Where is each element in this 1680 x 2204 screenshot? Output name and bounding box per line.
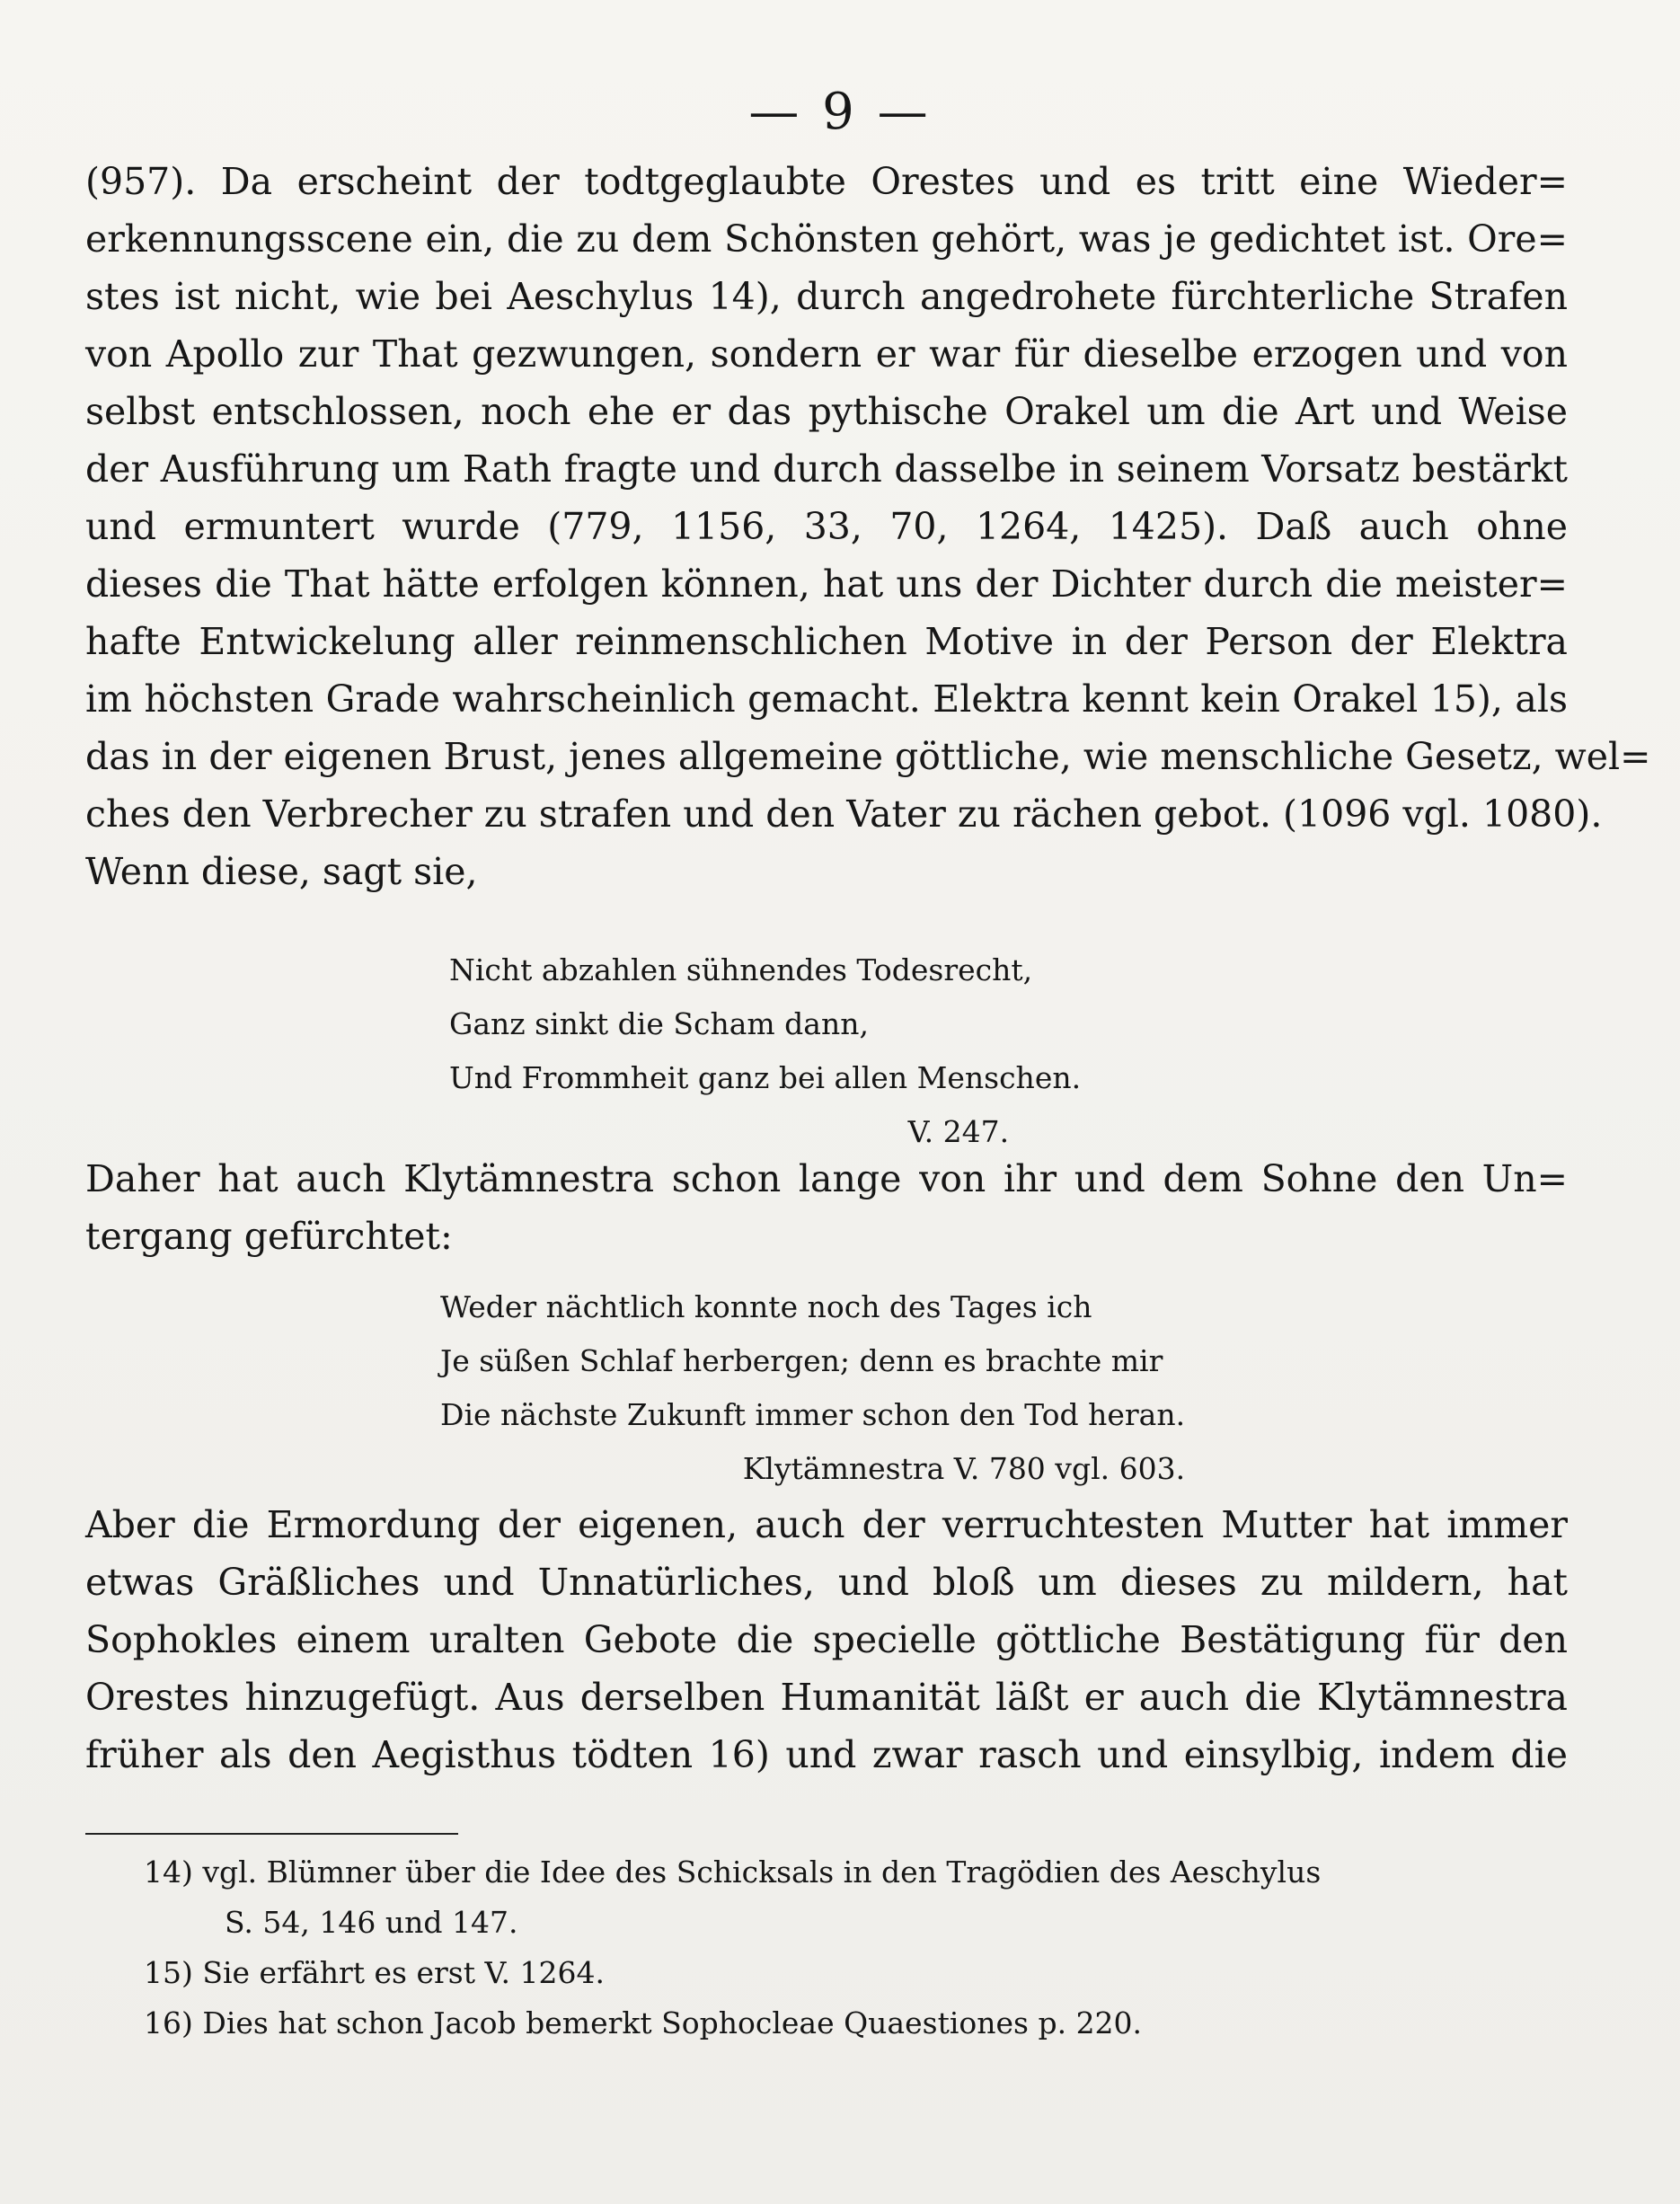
text-line: Orestes hinzugefügt. Aus derselben Humanität läßt er auch die Klytämnestra [85, 1676, 1568, 1719]
text-line: früher als den Aegisthus tödten 16) und zwar rasch und einsylbig, indem die [85, 1733, 1568, 1776]
verse-line: Weder nächtlich konnte noch des Tages ich [440, 1289, 1092, 1324]
text-line: und ermuntert wurde (779, 1156, 33, 70, 1264, 1425). Daß auch ohne [85, 505, 1568, 548]
text-line: Sophokles einem uralten Gebote die specielle göttliche Bestätigung für den [85, 1618, 1568, 1661]
text-line: stes ist nicht, wie bei Aeschylus 14), durch angedrohete fürchterliche Strafen [85, 275, 1568, 318]
footnote-divider [85, 1833, 458, 1835]
text-line: Aber die Ermordung der eigenen, auch der verruchtesten Mutter hat immer [85, 1503, 1568, 1546]
text-line: erkennungsscene ein, die zu dem Schönsten gehört, was je gedichtet ist. Ore= [85, 217, 1568, 261]
verse-quote-2 [440, 1280, 1185, 1496]
verse-line: Die nächste Zukunft immer schon den Tod heran. [440, 1397, 1186, 1432]
body-text-paragraph-2 [85, 1150, 1568, 1265]
footnote-14-continuation: S. 54, 146 und 147. [225, 1905, 518, 1940]
verse-line: Je süßen Schlaf herbergen; denn es brachte mir [440, 1343, 1163, 1378]
footnote-16: 16) Dies hat schon Jacob bemerkt Sophocleae Quaestiones p. 220. [144, 2005, 1143, 2040]
text-line: Daher hat auch Klytämnestra schon lange von ihr und dem Sohne den Un= [85, 1157, 1568, 1200]
text-line: ches den Verbrecher zu strafen und den Vater zu rächen gebot. (1096 vgl. 1080). [85, 792, 1603, 836]
text-line: hafte Entwickelung aller reinmenschlichen Motive in der Person der Elektra [85, 620, 1568, 663]
verse-source: V. 247. [907, 1114, 1010, 1149]
text-line: etwas Gräßliches und Unnatürliches, und bloß um dieses zu mildern, hat [85, 1561, 1568, 1604]
text-line: dieses die That hätte erfolgen können, hat uns der Dichter durch die meister= [85, 562, 1568, 606]
text-line: der Ausführung um Rath fragte und durch dasselbe in seinem Vorsatz bestärkt [85, 447, 1568, 491]
text-line: im höchsten Grade wahrscheinlich gemacht. Elektra kennt kein Orakel 15), als [85, 677, 1568, 721]
verse-line: Und Frommheit ganz bei allen Menschen. [449, 1060, 1082, 1095]
text-line: Wenn diese, sagt sie, [85, 850, 478, 893]
text-line: das in der eigenen Brust, jenes allgemeine göttliche, wie menschliche Gesetz, wel= [85, 735, 1651, 778]
body-text-paragraph-1 [85, 153, 1651, 900]
text-line: (957). Da erscheint der todtgeglaubte Orestes und es tritt eine Wieder= [85, 160, 1568, 203]
page-number: — 9 — [748, 83, 932, 141]
verse-source: Klytämnestra V. 780 vgl. 603. [742, 1451, 1186, 1486]
footnote-14: 14) vgl. Blümner über die Idee des Schicksals in den Tragödien des Aeschylus [144, 1854, 1322, 1890]
body-text-paragraph-3 [85, 1496, 1568, 1784]
footnote-15: 15) Sie erfährt es erst V. 1264. [144, 1955, 605, 1990]
verse-line: Nicht abzahlen sühnendes Todesrecht, [449, 952, 1033, 987]
footnotes [144, 1847, 1572, 2049]
verse-quote-1 [449, 943, 1081, 1159]
verse-line: Ganz sinkt die Scham dann, [449, 1006, 869, 1041]
text-line: selbst entschlossen, noch ehe er das pythische Orakel um die Art und Weise [85, 390, 1568, 433]
text-line: tergang gefürchtet: [85, 1215, 453, 1258]
text-line: von Apollo zur That gezwungen, sondern er war für dieselbe erzogen und von [85, 332, 1568, 376]
